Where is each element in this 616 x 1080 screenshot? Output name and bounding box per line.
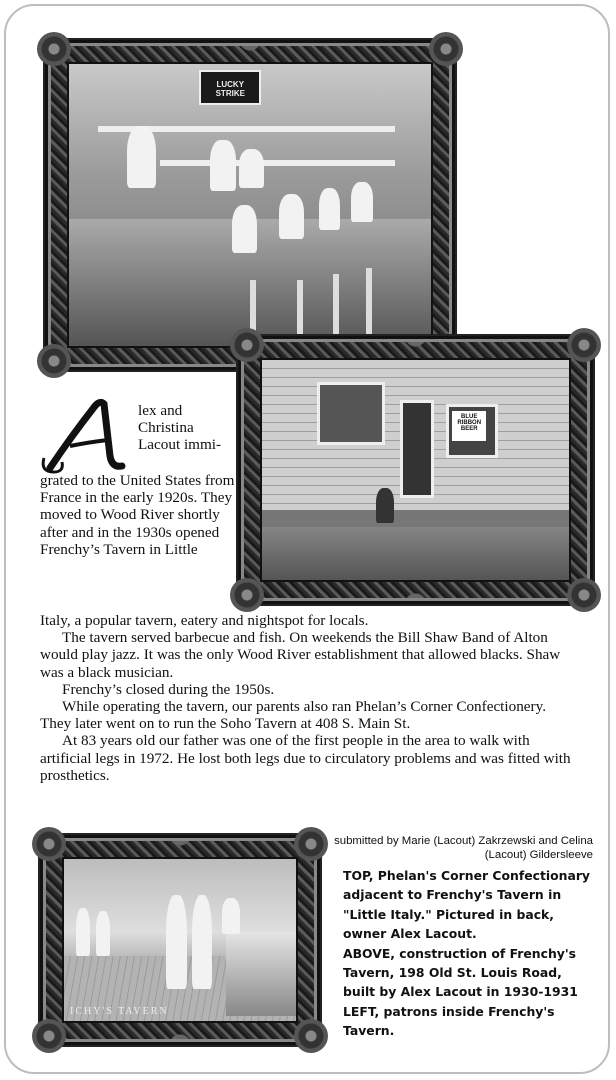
figure-patron [96,911,110,956]
drop-cap [40,398,130,476]
frame-ornament [294,827,328,861]
frame-ornament [37,32,71,66]
shelf [160,160,395,166]
lucky-strike-sign [199,70,261,105]
photo-frame-top [45,40,455,370]
frame-ornament [37,344,71,378]
figure-patron [76,908,90,957]
frame-ornament [429,32,463,66]
figure-woman [210,140,235,191]
window [317,382,384,445]
drop-cap-letter [40,398,130,476]
door [400,400,434,498]
article-lead-narrow: lex and Christina Lacout immi- [138,402,222,454]
caption-top: TOP, Phelan's Corner Confectionary adjacent to Frenchy's Tavern in "Little Italy." Pictured in back, owner Alex Lacout. [343,868,591,942]
article-body [40,612,580,784]
bar-counter [226,932,296,1016]
photo-credit: submitted by Marie (Lacout) Zakrzewski and Celina (Lacout) Gildersleeve [334,835,593,861]
photo-tavern-construction [260,358,571,582]
article-paragraph: At 83 years old our father was one of the first people in the area to walk with artificial legs in 1972. He lost both legs due to circulatory problems and was fitted with prosthetics. [40,732,571,784]
figure-woman [239,149,264,188]
article-paragraph: Italy, a popular tavern, eatery and nightspot for locals. [40,612,369,629]
frame-ornament [294,1019,328,1053]
figure-child [279,194,304,239]
stool [333,274,339,336]
caption-left: LEFT, patrons inside Frenchy's Tavern. [343,1003,555,1039]
beer-sign [452,411,486,442]
figure-patron [166,895,187,989]
article-paragraph: While operating the tavern, our parents also ran Phelan’s Corner Confectionery. They later went on to run the Soho Tavern at 408 S. Main St. [40,698,547,733]
article-paragraph: The tavern served barbecue and fish. On weekends the Bill Shaw Band of Alton would play jazz. It was the only Wood River establishment that allowed blacks. Shaw was a black musician. [40,629,561,681]
frame-ornament [230,328,264,362]
figure-child [232,205,257,253]
sign-text: BLUE RIBBON BEER [457,413,482,432]
article-lead-wide: grated to the United States from France in the early 1920s. They moved to Wood River shortly after and in the 1930s opened Frenchy’s Tavern in Little [40,472,235,558]
sign-text: LUCKY STRIKE [215,79,245,98]
photo-frame-construction [238,336,593,604]
caption-above: ABOVE, construction of Frenchy's Tavern, 198 Old St. Louis Road, built by Alex Lacout in 1930-1931 [343,945,578,1000]
photo-confectionery-interior [67,62,433,348]
photo-frame-interior [40,835,320,1045]
frame-ornament [32,1019,66,1053]
frame-ornament [32,827,66,861]
photo-tavern-patrons [62,857,298,1023]
frame-ornament [230,578,264,612]
figure-child [351,182,373,221]
stool [297,280,303,336]
figure-owner [127,126,156,188]
figure-seated-man [376,488,394,523]
stool [366,268,372,336]
photo-captions [343,866,598,1041]
figure-patron [192,895,213,989]
photo-overlay-text: ICHY'S TAVERN [70,1006,169,1017]
frame-ornament [567,578,601,612]
svg-text:A: A [110,438,111,439]
article-paragraph: Frenchy’s closed during the 1950s. [62,680,275,698]
frame-ornament [567,328,601,362]
foundation [262,510,569,528]
figure-patron [222,898,241,934]
figure-child [319,188,341,230]
